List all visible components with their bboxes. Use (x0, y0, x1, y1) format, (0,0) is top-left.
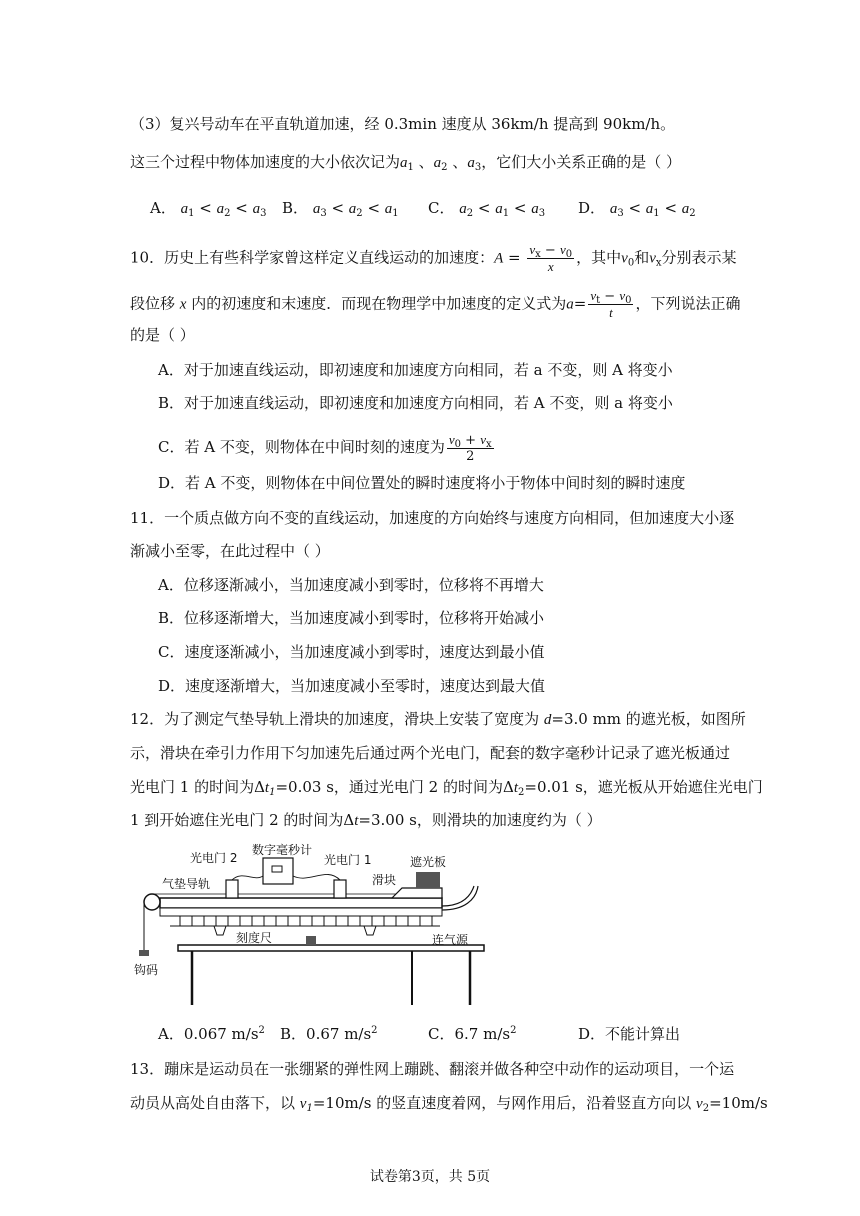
q9-option-b: B． $a_3 < a_2 < a_1$ (282, 199, 399, 219)
q11-option-c: C．速度逐渐减小，当加速度减小到零时，速度达到最小值 (158, 643, 545, 661)
q10-option-c: C．若 A 不变，则物体在中间时刻的速度为 $\frac{v_0 + v_x}{2}$ (158, 432, 492, 464)
label-weight: 钩码 (134, 963, 159, 977)
q10-line1: 10．历史上有些科学家曾这样定义直线运动的加速度：A = $\frac{v_x - v_0}{x}$ ，其中$v_0$和$v_x$分别表示某 (130, 242, 737, 274)
track-foot-left (214, 926, 226, 935)
label-gate2: 光电门 2 (190, 851, 238, 865)
q10-line3: 的是（ ） (130, 326, 195, 344)
q12-line1: 12．为了测定气垫导轨上滑块的加速度，滑块上安装了宽度为 d=3.0 mm 的遮光板，如图所 (130, 710, 746, 728)
q10-option-b: B．对于加速直线运动，即初速度和加速度方向相同，若 A 不变，则 a 将变小 (158, 394, 673, 412)
q12-option-a: A．0.067 $m/s^2$ (158, 1025, 265, 1043)
formula-mid-velocity: $\frac{v_0 + v_x}{2}$ (448, 432, 492, 464)
q12-option-b: B．0.67 $m/s^2$ (280, 1025, 378, 1043)
formula-A: $\frac{v_x - v_0}{x}$ (529, 242, 573, 274)
q12-line3: 光电门 1 的时间为$\Delta t_1=0.03$ s，通过光电门 2 的时间为$\Delta t_2=0.01$ s，遮光板从开始遮住光电门 (130, 778, 763, 798)
label-slider: 滑块 (372, 873, 397, 887)
q10-line2: 段位移 x 内的初速度和末速度．而现在物理学中加速度的定义式为a= $\frac{v_t - v_0}{t}$ ，下列说法正确 (130, 288, 741, 320)
track-foot-right (364, 926, 376, 935)
q11-line1: 11．一个质点做方向不变的直线运动，加速度的方向始终与速度方向相同，但加速度大小逐 (130, 509, 735, 527)
photogate-2 (226, 880, 238, 898)
q10-option-a: A．对于加速直线运动，即初速度和加速度方向相同，若 a 不变，则 A 将变小 (158, 361, 673, 379)
q13-line2: 动员从高处自由落下，以 $v_1=10m/s$ 的竖直速度着网，与网作用后，沿着竖直方向以 $v_2=10m/s$ (130, 1094, 768, 1114)
air-track-diagram (130, 842, 500, 1010)
label-air: 连气源 (432, 933, 469, 947)
q12-line4: 1 到开始遮住光电门 2 的时间为Δt=3.00 s，则滑块的加速度约为（ ） (130, 811, 602, 829)
q11-line2: 渐减小至零，在此过程中（ ） (130, 542, 330, 560)
q11-option-b: B．位移逐渐增大，当加速度减小到零时，位移将开始减小 (158, 609, 545, 627)
track-support-block (306, 936, 316, 945)
q12-line2: 示，滑块在牵引力作用下匀加速先后通过两个光电门，配套的数字毫秒计记录了遮光板通过 (130, 744, 731, 762)
photogate-1 (334, 880, 346, 898)
hanging-weight (139, 950, 149, 956)
slider-block (392, 888, 442, 898)
formula-a: $\frac{v_t - v_0}{t}$ (590, 288, 632, 320)
q12-option-c: C．6.7 $m/s^2$ (428, 1025, 517, 1043)
label-ruler: 刻度尺 (236, 931, 273, 945)
timer-wire-1 (293, 874, 340, 880)
label-shade: 遮光板 (410, 855, 447, 869)
page-footer: 试卷第3页，共 5页 (369, 1169, 491, 1185)
q12-option-d: D．不能计算出 (578, 1025, 681, 1043)
q9-item3: （3）复兴号动车在平直轨道加速，经 0.3min 速度从 36km/h 提高到 90km/h。 (130, 115, 676, 133)
air-track-base (160, 908, 442, 916)
ruler-ticks (180, 916, 432, 926)
label-gate1: 光电门 1 (324, 853, 372, 867)
label-timer: 数字毫秒计 (252, 843, 313, 857)
shade-plate (416, 872, 440, 888)
q9-stem: 这三个过程中物体加速度的大小依次记为$a_1$ 、$a_2$ 、$a_3$，它们大小关系正确的是（ ） (130, 153, 681, 173)
air-hose (442, 886, 474, 906)
pulley (144, 894, 160, 910)
q9-option-d: D． $a_3 < a_1 < a_2$ (578, 199, 696, 219)
q11-option-d: D．速度逐渐增大，当加速度减小至零时，速度达到最大值 (158, 677, 546, 695)
q13-line1: 13．蹦床是运动员在一张绷紧的弹性网上蹦跳、翻滚并做各种空中动作的运动项目，一个运 (130, 1060, 735, 1078)
timer-wire-2 (232, 876, 263, 880)
q11-option-a: A．位移逐渐减小，当加速度减小到零时，位移将不再增大 (158, 576, 544, 594)
q9-option-c: C． $a_2 < a_1 < a_3$ (428, 199, 546, 219)
q9-option-a: A． $a_1 < a_2 < a_3$ (150, 199, 267, 219)
air-track-rail (160, 898, 442, 908)
label-track: 气垫导轨 (162, 877, 211, 891)
q10-option-d: D．若 A 不变，则物体在中间位置处的瞬时速度将小于物体中间时刻的瞬时速度 (158, 474, 686, 492)
